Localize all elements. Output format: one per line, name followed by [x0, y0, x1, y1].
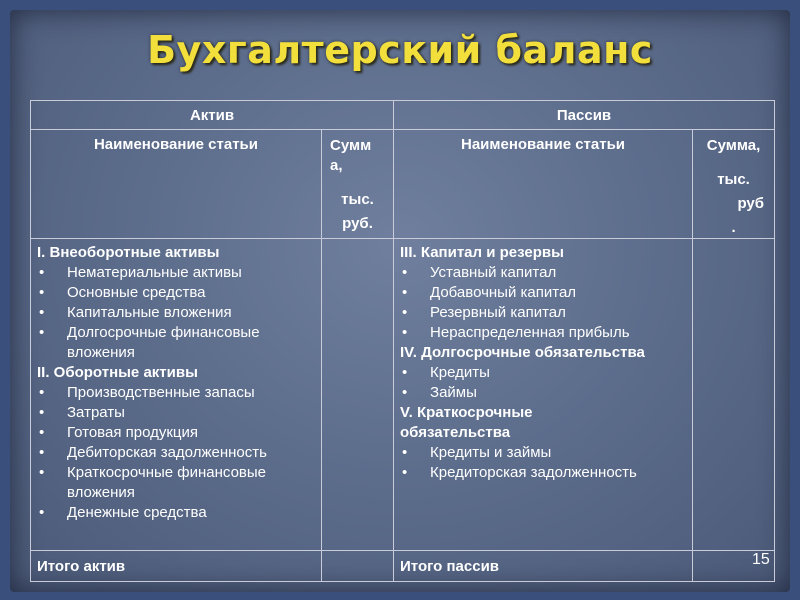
bullet-icon: • — [402, 284, 408, 301]
list-item: • Основные средства — [39, 284, 206, 301]
bullet-icon: • — [39, 464, 45, 481]
active-sum-header-line2: а, — [330, 157, 343, 174]
bullet-icon: • — [402, 444, 408, 461]
active-sum-header-line3: тыс. — [341, 191, 374, 208]
list-item: • Затраты — [39, 404, 125, 421]
active-sum-header — [322, 130, 394, 239]
page-number: 15 — [752, 551, 770, 568]
list-item: • Нематериальные активы — [39, 264, 242, 281]
passive-name-header-label: Наименование статьи — [460, 136, 626, 153]
bullet-icon: • — [39, 384, 45, 401]
passive-total-label: Итого пассив — [394, 551, 693, 582]
bullet-icon: • — [39, 284, 45, 301]
header-passive: Пассив — [394, 101, 775, 130]
active-total-label: Итого актив — [31, 551, 322, 582]
list-item: • Кредиты и займы — [402, 444, 552, 461]
list-item: • Уставный капитал — [402, 264, 557, 281]
balance-table — [30, 100, 775, 582]
passive-items-cell — [394, 239, 693, 551]
bullet-icon: • — [39, 444, 45, 461]
active-total-sum — [322, 551, 394, 582]
passive-sum-header-line3: руб — [737, 195, 765, 212]
bullet-icon: • — [39, 324, 45, 341]
passive-section-heading: III. Капитал и резервы — [400, 244, 564, 261]
active-name-header-label: Наименование статьи — [93, 136, 259, 153]
slide-title: Бухгалтерский баланс — [147, 28, 653, 72]
list-item: • Производственные запасы — [39, 384, 255, 401]
list-item: • Займы — [402, 384, 477, 401]
list-item: • Капитальные вложения — [39, 304, 232, 321]
list-item: • Готовая продукция — [39, 424, 198, 441]
active-section-heading: II. Оборотные активы — [37, 364, 198, 381]
passive-section-list — [400, 363, 686, 403]
bullet-icon: • — [402, 264, 408, 281]
list-item: • Добавочный капитал — [402, 284, 577, 301]
passive-sum-header-line2: тыс. — [717, 171, 750, 188]
list-item: • Нераспределенная прибыль — [402, 324, 630, 341]
bullet-icon: • — [39, 264, 45, 281]
bullet-icon: • — [402, 464, 408, 481]
active-items-cell — [31, 239, 322, 551]
list-item: • Краткосрочные финансовые вложения — [39, 464, 267, 501]
passive-name-header — [394, 130, 693, 239]
bullet-icon: • — [402, 384, 408, 401]
bullet-icon: • — [402, 304, 408, 321]
active-sum-cell — [322, 239, 394, 551]
active-name-header — [31, 130, 322, 239]
bullet-icon: • — [39, 424, 45, 441]
bullet-icon: • — [39, 504, 45, 521]
header-active: Актив — [31, 101, 394, 130]
list-item: • Дебиторская задолженность — [39, 444, 267, 461]
passive-section-list — [400, 263, 686, 343]
passive-sum-header — [693, 130, 775, 239]
list-item: • Долгосрочные финансовые вложения — [39, 324, 260, 361]
list-item: • Кредиты — [402, 364, 490, 381]
bullet-icon: • — [402, 364, 408, 381]
passive-section-heading: IV. Долгосрочные обязательства — [400, 344, 645, 361]
passive-section-list — [400, 443, 686, 483]
bullet-icon: • — [39, 304, 45, 321]
list-item: • Денежные средства — [39, 504, 207, 521]
list-item: • Кредиторская задолженность — [402, 464, 637, 481]
passive-section-heading: V. Краткосрочные обязательства — [400, 404, 533, 441]
list-item: • Резервный капитал — [402, 304, 566, 321]
active-section-list — [37, 263, 315, 363]
passive-sum-header-line4: . — [731, 219, 736, 236]
active-section-list — [37, 383, 315, 523]
passive-sum-header-line1: Сумма, — [706, 137, 761, 154]
active-sum-header-line4: руб. — [342, 215, 373, 232]
bullet-icon: • — [39, 404, 45, 421]
bullet-icon: • — [402, 324, 408, 341]
passive-sum-cell — [693, 239, 775, 551]
active-section-heading: I. Внеоборотные активы — [37, 244, 220, 261]
active-sum-header-line1: Сумм — [330, 137, 372, 154]
